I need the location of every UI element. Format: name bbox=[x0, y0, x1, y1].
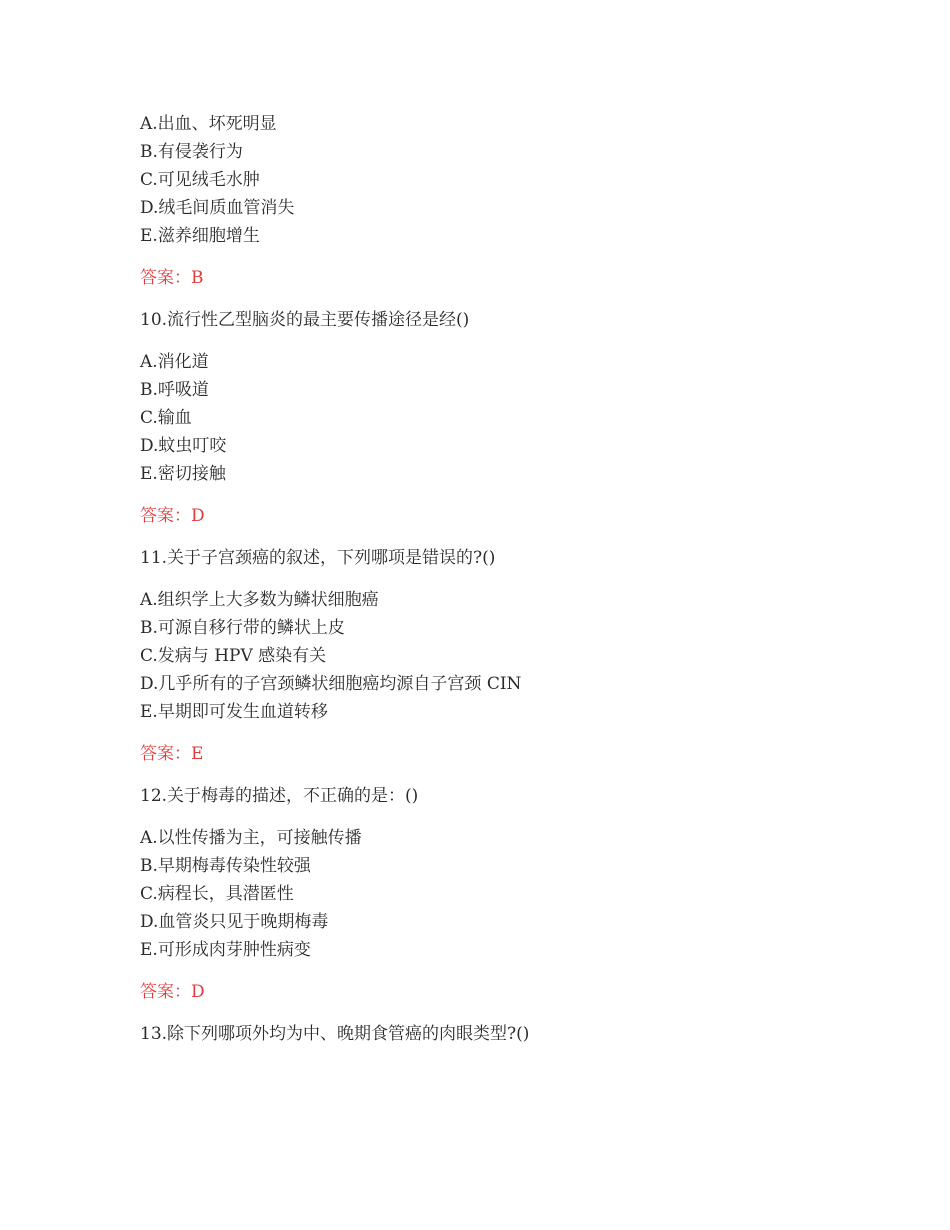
q12-answer: 答案：D bbox=[140, 982, 205, 1002]
question-9-block bbox=[140, 110, 840, 292]
question-11-block bbox=[140, 544, 840, 768]
q11-option-c: C.发病与 HPV 感染有关 bbox=[140, 646, 327, 666]
q9-option-d: D.绒毛间质血管消失 bbox=[140, 198, 295, 218]
question-10-block bbox=[140, 306, 840, 530]
q12-option-d: D.血管炎只见于晚期梅毒 bbox=[140, 912, 329, 932]
q12-option-c: C.病程长，具潜匿性 bbox=[140, 884, 294, 904]
q12-option-b: B.早期梅毒传染性较强 bbox=[140, 856, 311, 876]
q9-option-c: C.可见绒毛水肿 bbox=[140, 170, 260, 190]
q11-question: 11.关于子宫颈癌的叙述，下列哪项是错误的?() bbox=[140, 548, 496, 568]
q9-answer: 答案：B bbox=[140, 268, 204, 288]
q9-option-b: B.有侵袭行为 bbox=[140, 142, 243, 162]
document-page bbox=[140, 110, 840, 1062]
q10-option-c: C.输血 bbox=[140, 408, 192, 428]
q11-option-b: B.可源自移行带的鳞状上皮 bbox=[140, 618, 345, 638]
q11-option-d: D.几乎所有的子宫颈鳞状细胞癌均源自子宫颈 CIN bbox=[140, 674, 522, 694]
q11-option-e: E.早期即可发生血道转移 bbox=[140, 702, 328, 722]
q9-option-e: E.滋养细胞增生 bbox=[140, 226, 260, 246]
q10-option-b: B.呼吸道 bbox=[140, 380, 209, 400]
q10-question: 10.流行性乙型脑炎的最主要传播途径是经() bbox=[140, 310, 470, 330]
q10-option-e: E.密切接触 bbox=[140, 464, 226, 484]
q10-option-a: A.消化道 bbox=[140, 352, 209, 372]
q11-option-a: A.组织学上大多数为鳞状细胞癌 bbox=[140, 590, 379, 610]
q12-option-e: E.可形成肉芽肿性病变 bbox=[140, 940, 311, 960]
q9-option-a: A.出血、坏死明显 bbox=[140, 114, 277, 134]
q10-answer: 答案：D bbox=[140, 506, 205, 526]
q12-option-a: A.以性传播为主，可接触传播 bbox=[140, 828, 362, 848]
question-12-block bbox=[140, 782, 840, 1006]
q11-answer: 答案：E bbox=[140, 744, 204, 764]
q12-question: 12.关于梅毒的描述，不正确的是：() bbox=[140, 786, 419, 806]
q10-option-d: D.蚊虫叮咬 bbox=[140, 436, 227, 456]
question-13-block bbox=[140, 1020, 840, 1048]
q13-question: 13.除下列哪项外均为中、晚期食管癌的肉眼类型?() bbox=[140, 1024, 530, 1044]
